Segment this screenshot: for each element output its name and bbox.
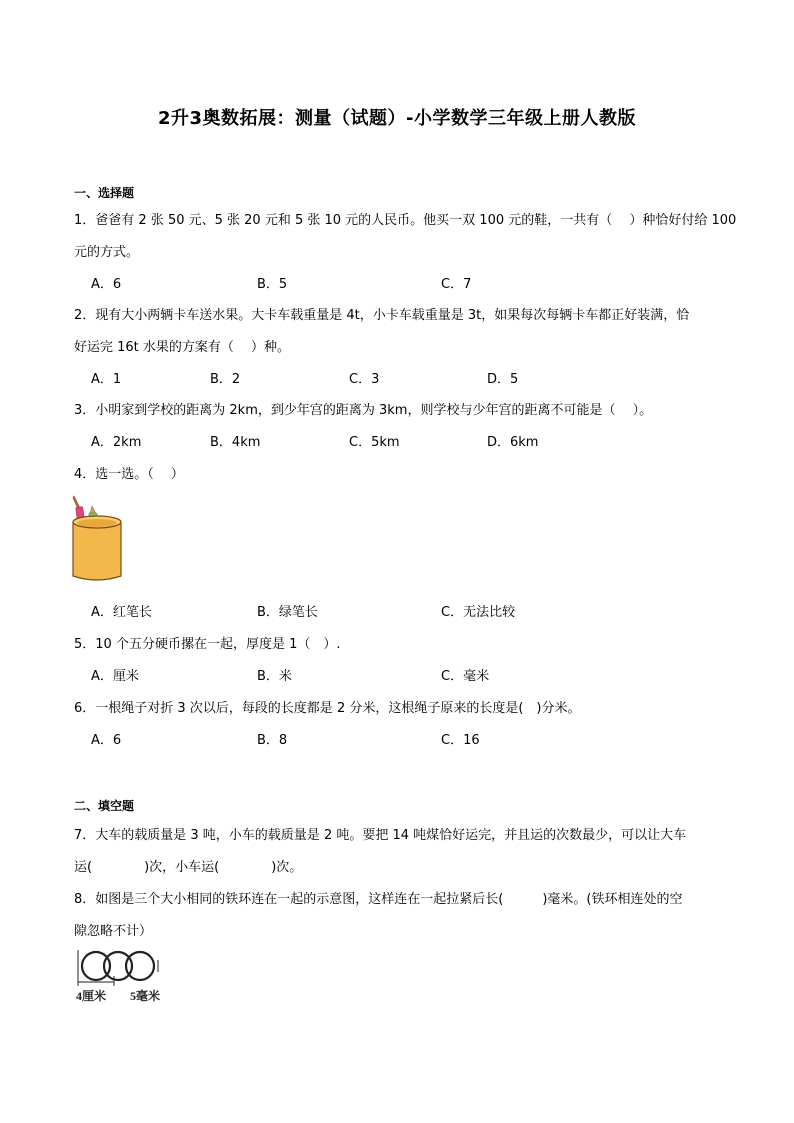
ring-label-right: 5毫米 [130,989,161,1003]
question-6-option-b[interactable]: B．8 [257,733,288,748]
question-2-option-b[interactable]: B．2 [210,372,241,387]
cup-icon [73,516,121,580]
question-4-option-a[interactable]: A．红笔长 [91,605,152,620]
question-8-line-2: 隙忽略不计） [74,924,153,939]
question-5-line-1: 5．10 个五分硬币摞在一起，厚度是 1（ ）. [74,637,341,652]
question-2-line-2: 好运完 16t 水果的方案有（ ）种。 [74,340,291,355]
rings-figure [74,946,174,1004]
question-1-line-1: 1．爸爸有 2 张 50 元、5 张 20 元和 5 张 10 元的人民币。他买一双 100 元的鞋，一共有（ ）种恰好付给 100 [74,213,737,228]
page-title: 2升3奥数拓展：测量（试题）-小学数学三年级上册人教版 [157,108,637,129]
ring-label-left: 4厘米 [76,989,107,1003]
question-3-option-c[interactable]: C．5km [349,435,400,450]
question-7-line-2: 运( )次，小车运( )次。 [74,860,303,875]
question-5-option-c[interactable]: C．毫米 [441,669,490,684]
pen-cup-figure [70,494,124,584]
section-heading-choice: 一、选择题 [74,186,135,200]
question-1-option-b[interactable]: B．5 [257,277,288,292]
question-2-line-1: 2．现有大小两辆卡车送水果。大卡车载重量是 4t，小卡车载重量是 3t，如果每次每辆卡车都正好装满，恰 [74,308,690,323]
question-4-line-1: 4．选一选。（ ） [74,467,184,482]
question-7-line-1: 7．大车的载质量是 3 吨，小车的载质量是 2 吨。要把 14 吨煤恰好运完，并且运的次数最少，可以让大车 [74,828,687,843]
question-3-option-d[interactable]: D．6km [487,435,539,450]
question-1-option-c[interactable]: C．7 [441,277,472,292]
question-8-line-1: 8．如图是三个大小相同的铁环连在一起的示意图，这样连在一起拉紧后长( )毫米。(铁环相连处的空 [74,892,683,907]
question-5-option-b[interactable]: B．米 [257,669,292,684]
question-5-option-a[interactable]: A．厘米 [91,669,139,684]
question-2-option-a[interactable]: A．1 [91,372,122,387]
question-6-option-c[interactable]: C．16 [441,733,480,748]
question-6-line-1: 6．一根绳子对折 3 次以后，每段的长度都是 2 分米，这根绳子原来的长度是( )分米。 [74,701,581,716]
question-2-option-d[interactable]: D．5 [487,372,519,387]
ring-icon [82,952,154,980]
question-2-option-c[interactable]: C．3 [349,372,380,387]
question-4-option-c[interactable]: C．无法比较 [441,605,516,620]
question-1-option-a[interactable]: A．6 [91,277,122,292]
question-3-option-b[interactable]: B．4km [210,435,261,450]
section-heading-fill: 二、填空题 [74,799,135,813]
question-1-line-2: 元的方式。 [74,245,140,260]
question-3-line-1: 3．小明家到学校的距离为 2km，到少年宫的距离为 3km，则学校与少年宫的距离不可能是（ ）。 [74,403,653,418]
question-4-option-b[interactable]: B．绿笔长 [257,605,318,620]
question-3-option-a[interactable]: A．2km [91,435,142,450]
question-6-option-a[interactable]: A．6 [91,733,122,748]
